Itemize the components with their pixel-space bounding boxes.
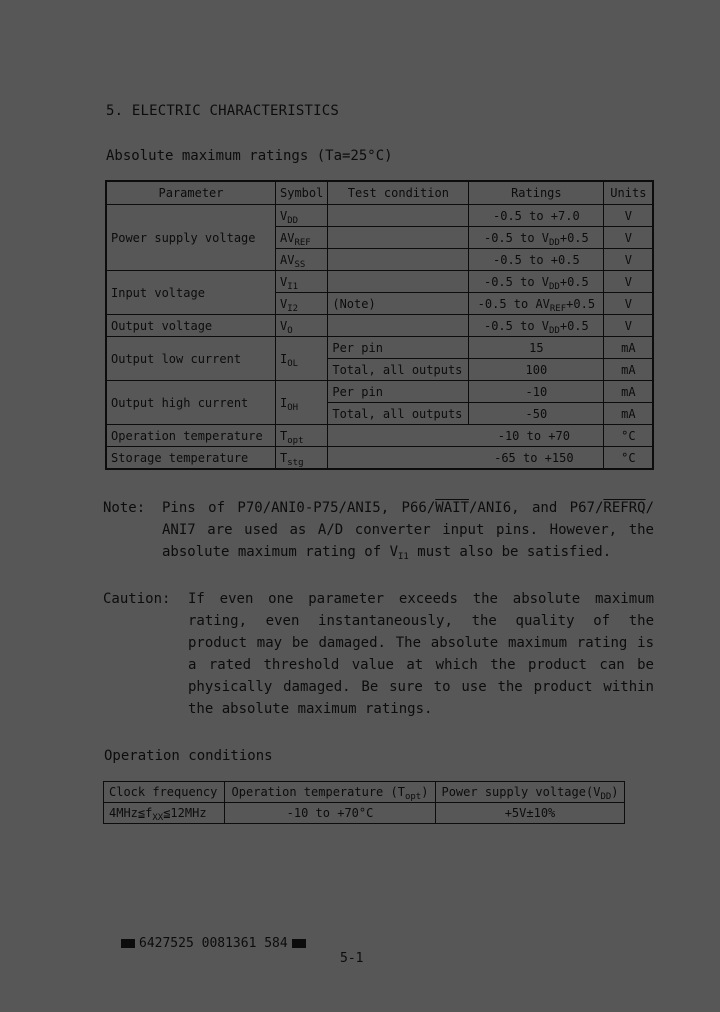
symbol-iol: $I_{OL}$ xyxy=(276,337,328,381)
unit-iol-per-pin: mA xyxy=(604,337,654,359)
symbol-vi1: $V_{I1}$ xyxy=(276,271,328,293)
unit-ioh-per-pin: mA xyxy=(604,381,654,403)
operation-conditions-table xyxy=(103,781,625,824)
header-operation-temperature: Operation temperature $(T_{opt})$ xyxy=(225,782,436,803)
section-heading: 5. ELECTRIC CHARACTERISTICS xyxy=(106,103,339,119)
rating-avref: -0.5 to $V_{DD}+0.5$ xyxy=(469,227,604,249)
cond-empty xyxy=(328,271,469,293)
table-row xyxy=(104,803,625,824)
unit-tstg: °C xyxy=(604,447,654,470)
unit-vi1: V xyxy=(604,271,654,293)
absolute-max-ratings-table xyxy=(105,180,654,470)
rating-iol-per-pin: 15 xyxy=(469,337,604,359)
symbol-vi2: $V_{I2}$ xyxy=(276,293,328,315)
param-operation-temperature: Operation temperature xyxy=(106,425,276,447)
symbol-vdd: $V_{DD}$ xyxy=(276,205,328,227)
rating-tstg: -65 to +150 xyxy=(328,447,604,470)
header-units: Units xyxy=(604,181,654,205)
rating-topt: -10 to +70 xyxy=(328,425,604,447)
rating-vi2: -0.5 to $AV_{REF}+0.5$ xyxy=(469,293,604,315)
rating-avss: -0.5 to +0.5 xyxy=(469,249,604,271)
cond-total: Total, all outputs xyxy=(328,403,469,425)
value-operation-temperature: -10 to +70°C xyxy=(225,803,436,824)
unit-avref: V xyxy=(604,227,654,249)
unit-avss: V xyxy=(604,249,654,271)
cond-empty xyxy=(328,249,469,271)
symbol-topt: $T_{opt}$ xyxy=(276,425,328,447)
rating-ioh-total: -50 xyxy=(469,403,604,425)
table-row xyxy=(106,205,653,227)
operation-conditions-title: Operation conditions xyxy=(104,748,273,764)
abs-max-title: Absolute maximum ratings (Ta=25°C) xyxy=(106,148,393,164)
unit-topt: °C xyxy=(604,425,654,447)
note-text: Pins of P70/ANI0-P75/ANI5, P66/WAIT/ANI6, and P67/REFRQ/ ANI7 are used as A/D converter input pins. However, the absolute maximum rating of $V_{I1}$ must also be satisfied. xyxy=(162,500,654,562)
table-row xyxy=(106,337,653,359)
note-label: Note: xyxy=(103,500,146,516)
cond-per-pin: Per pin xyxy=(328,381,469,403)
cond-empty xyxy=(328,315,469,337)
table-row xyxy=(106,447,653,470)
caution-text: If even one parameter exceeds the absolute maximum rating, even instantaneously, the quality of the product may be damaged. The absolute maximum rating is a rated threshold value at which the product can be physically damaged. Be sure to use the product within the absolute maximum ratings. xyxy=(188,591,654,717)
value-clock-frequency: $4MHz≦f_{XX}≦12MHz$ xyxy=(104,803,225,824)
table-row xyxy=(106,315,653,337)
table-row xyxy=(106,425,653,447)
unit-vo: V xyxy=(604,315,654,337)
rating-vi1: -0.5 to $V_{DD}+0.5$ xyxy=(469,271,604,293)
header-symbol: Symbol xyxy=(276,181,328,205)
header-clock-frequency: Clock frequency xyxy=(104,782,225,803)
caution-label: Caution: xyxy=(103,591,171,607)
cond-total: Total, all outputs xyxy=(328,359,469,381)
symbol-ioh: $I_{OH}$ xyxy=(276,381,328,425)
symbol-vo: $V_O$ xyxy=(276,315,328,337)
value-power-supply-voltage: +5V±10% xyxy=(436,803,625,824)
symbol-tstg: $T_{stg}$ xyxy=(276,447,328,470)
rating-iol-total: 100 xyxy=(469,359,604,381)
unit-vdd: V xyxy=(604,205,654,227)
cond-empty xyxy=(328,227,469,249)
cond-note: (Note) xyxy=(328,293,469,315)
param-output-voltage: Output voltage xyxy=(106,315,276,337)
rating-ioh-per-pin: -10 xyxy=(469,381,604,403)
unit-vi2: V xyxy=(604,293,654,315)
header-ratings: Ratings xyxy=(469,181,604,205)
unit-ioh-total: mA xyxy=(604,403,654,425)
table-row xyxy=(106,271,653,293)
table-row xyxy=(106,381,653,403)
header-test-condition: Test condition xyxy=(328,181,469,205)
table-header-row xyxy=(104,782,625,803)
param-storage-temperature: Storage temperature xyxy=(106,447,276,470)
symbol-avss: $AV_{SS}$ xyxy=(276,249,328,271)
cond-empty xyxy=(328,205,469,227)
header-power-supply-voltage: Power supply $voltage(V_{DD})$ xyxy=(436,782,625,803)
param-output-low-current: Output low current xyxy=(106,337,276,381)
param-power-supply: Power supply voltage xyxy=(106,205,276,271)
barcode-text: 6427525 0081361 584 xyxy=(139,936,288,951)
table-header-row xyxy=(106,181,653,205)
rating-vo: -0.5 to $V_{DD}+0.5$ xyxy=(469,315,604,337)
symbol-avref: $AV_{REF}$ xyxy=(276,227,328,249)
page-number: 5-1 xyxy=(340,951,364,966)
rating-vdd: -0.5 to +7.0 xyxy=(469,205,604,227)
header-parameter: Parameter xyxy=(106,181,276,205)
cond-per-pin: Per pin xyxy=(328,337,469,359)
unit-iol-total: mA xyxy=(604,359,654,381)
param-output-high-current: Output high current xyxy=(106,381,276,425)
param-input-voltage: Input voltage xyxy=(106,271,276,315)
barcode-line xyxy=(117,936,310,951)
